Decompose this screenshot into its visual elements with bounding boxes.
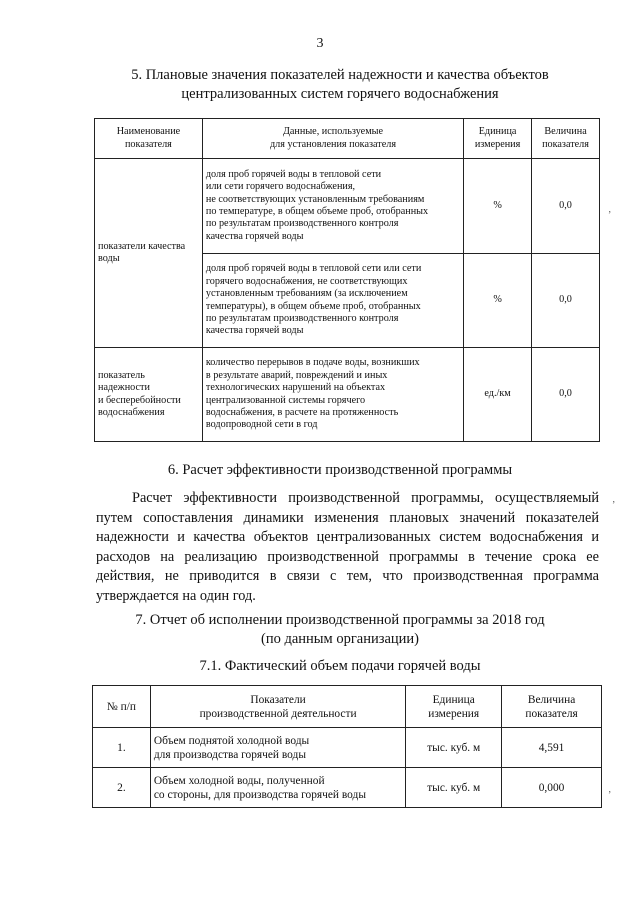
header-text: Наименование	[116, 126, 181, 138]
table-row	[95, 348, 600, 442]
desc-line: температуры), в общем объеме проб, отобранных	[205, 300, 421, 312]
desc-line: качества горячей воды	[205, 325, 304, 337]
desc-line: по результатам производственного контроля	[205, 312, 399, 324]
row2-unit: %	[464, 254, 532, 348]
row3-value: 0,0	[532, 348, 600, 442]
header-text: Данные, используемые	[282, 126, 384, 138]
section5-title-line1: 5. Плановые значения показателей надежности и качества объектов	[131, 67, 549, 83]
header-text: показателя	[525, 707, 578, 720]
desc-line: по результатам производственного контроля	[205, 218, 399, 230]
header-value	[532, 119, 600, 159]
row-num: 2.	[93, 768, 151, 808]
header-text: Показатели	[250, 693, 306, 706]
hot-water-volume-table	[92, 685, 602, 808]
row-value: 4,591	[502, 728, 602, 768]
section7-title-line1: 7. Отчет об исполнении производственной программы за 2018 год	[135, 612, 545, 628]
section7-subtitle: 7.1. Фактический объем подачи горячей воды	[199, 658, 481, 674]
desc-line: доля проб горячей воды в тепловой сети или сети	[205, 263, 422, 275]
section6-paragraph: Расчет эффективности производственной программы, осуществляемый путем сопоставления динамики изменения плановых значений показателей надежности и качества объектов централизованных систем водоснабжения и расходов на реализацию производственной программы в течение срока ее действия, не приводится в связи с тем, что производственная программа утверждается на один год.	[96, 490, 599, 604]
group-text: водоснабжения	[98, 406, 165, 418]
row1-description	[202, 159, 463, 254]
header-text: измерения	[474, 138, 521, 150]
row2-description	[202, 254, 463, 348]
indicator-line: Объем поднятой холодной воды	[153, 734, 310, 747]
group-text: и бесперебойности	[98, 394, 181, 406]
header-unit	[406, 686, 502, 728]
row-unit: тыс. куб. м	[406, 768, 502, 808]
header-text: Величина	[544, 126, 587, 138]
header-text: производственной деятельности	[199, 707, 357, 720]
section6-title: 6. Расчет эффективности производственной программы	[167, 462, 513, 478]
row-value: 0,000	[502, 768, 602, 808]
row-unit: тыс. куб. м	[406, 728, 502, 768]
row-indicator	[150, 768, 405, 808]
header-data-used	[202, 119, 463, 159]
table-row	[95, 159, 600, 254]
group-text: показатели качества	[98, 240, 186, 252]
section5-title-line2: централизованных систем горячего водоснабжения	[181, 86, 499, 102]
header-text: Единица	[478, 126, 517, 138]
group-reliability-name	[95, 348, 203, 442]
table-header-row	[95, 119, 600, 159]
row1-unit: %	[464, 159, 532, 254]
desc-line: качества горячей воды	[205, 230, 304, 242]
desc-line: установленным требованиям (за исключением	[205, 288, 408, 300]
indicator-line: Объем холодной воды, полученной	[153, 774, 325, 787]
indicator-line: со стороны, для производства горячей воды	[153, 788, 366, 801]
header-text: Единица	[432, 693, 475, 706]
header-unit	[464, 119, 532, 159]
desc-line: количество перерывов в подаче воды, возникших	[205, 357, 420, 369]
header-text: измерения	[428, 707, 480, 720]
header-text: для установления показателя	[269, 138, 397, 150]
desc-line: не соответствующих установленным требованиям	[205, 193, 425, 205]
row2-value: 0,0	[532, 254, 600, 348]
row-num: 1.	[93, 728, 151, 768]
table-row	[93, 768, 602, 808]
section5-title	[60, 66, 620, 104]
header-indicator-name	[95, 119, 203, 159]
group-text: надежности	[98, 382, 150, 394]
section7-title-line2: (по данным организации)	[260, 631, 419, 647]
row3-unit: ед./км	[464, 348, 532, 442]
group-text: воды	[98, 253, 120, 264]
desc-line: по температуре, в общем объеме проб, отобранных	[205, 206, 429, 217]
row-indicator	[150, 728, 405, 768]
margin-mark: ’	[608, 210, 612, 221]
desc-line: или сети горячего водоснабжения,	[205, 181, 356, 193]
page-number: 3	[316, 36, 324, 51]
header-value	[502, 686, 602, 728]
desc-line: доля проб горячей воды в тепловой сети	[205, 168, 382, 180]
group-text: показатель	[98, 369, 145, 381]
table-header-row	[93, 686, 602, 728]
reliability-indicators-table	[94, 118, 600, 442]
desc-line: технологических нарушений на объектах	[205, 382, 386, 394]
header-indicators	[150, 686, 405, 728]
header-text: Величина	[527, 693, 576, 706]
margin-mark: ’	[608, 790, 612, 801]
margin-mark: ’	[612, 500, 616, 511]
desc-line: водопроводной сети в год	[205, 419, 318, 431]
header-text: показателя	[542, 138, 589, 150]
row1-value: 0,0	[532, 159, 600, 254]
desc-line: горячего водоснабжения, не соответствующих	[205, 275, 408, 287]
table-row	[93, 728, 602, 768]
indicator-line: для производства горячей воды	[153, 748, 306, 761]
header-text: показателя	[124, 138, 172, 150]
group-quality-name	[95, 159, 203, 348]
header-num: № п/п	[93, 686, 151, 728]
desc-line: водоснабжения, в расчете на протяженность	[205, 406, 399, 418]
section7-title	[60, 611, 620, 649]
desc-line: в результате аварий, повреждений и иных	[205, 369, 388, 381]
desc-line: централизованной системы горячего	[205, 394, 366, 406]
row3-description	[202, 348, 463, 442]
